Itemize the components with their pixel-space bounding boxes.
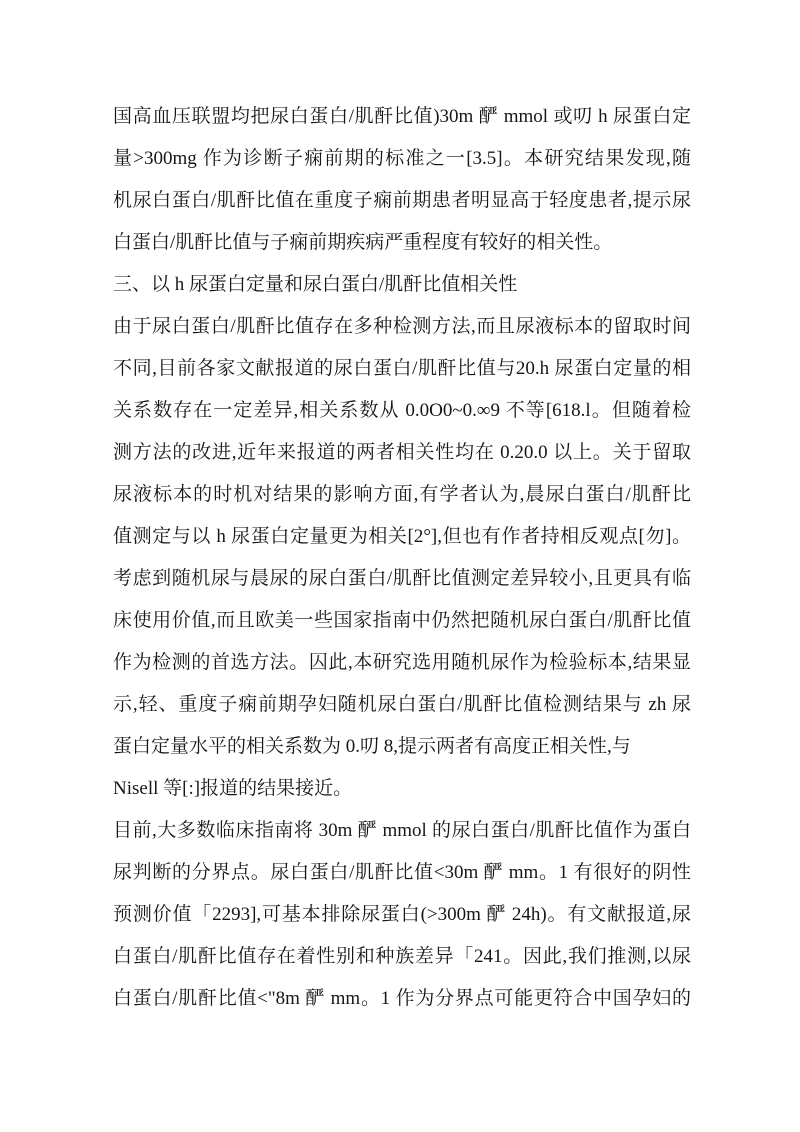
text-line: 床使用价值,而且欧美一些国家指南中仍然把随机尿白蛋白/肌酐比值 bbox=[113, 610, 691, 631]
text-line: 尿液标本的时机对结果的影响方面,有学者认为,晨尿白蛋白/肌酐比 bbox=[113, 484, 691, 505]
text-line: 白蛋白/肌酐比值存在着性别和种族差异「241。因此,我们推测,以尿 bbox=[113, 946, 691, 967]
text-line: 白蛋白/肌酐比值与子痫前期疾病严重程度有较好的相关性。 bbox=[113, 232, 613, 253]
text-line: 作为检测的首选方法。囚此,本研究选用随机尿作为检验标本,结果显 bbox=[113, 652, 691, 673]
text-line: 蛋白定量水平的相关系数为 0.叨 8,提示两者有高度正相关性,与 bbox=[113, 736, 631, 757]
text-line: 值测定与以 h 尿蛋白定量更为相关[2°],但也有作者持相反观点[勿]。 bbox=[113, 526, 691, 547]
text-line: 关系数存在一定差异,相关系数从 0.0O0~0.∞9 不等[618.l。但随着检 bbox=[113, 400, 691, 421]
text-line: 机尿白蛋白/肌酐比值在重度子痫前期患者明显高于轻度患者,提示尿 bbox=[113, 190, 691, 211]
text-column bbox=[113, 96, 691, 1020]
text-line: 不同,目前各家文献报道的尿白蛋白/肌酐比值与20.h 尿蛋白定量的相 bbox=[113, 358, 691, 379]
text-line: 由于尿白蛋白/肌酐比值存在多种检测方法,而且尿液标本的留取时间 bbox=[113, 316, 691, 337]
text-line: Nisell 等[:]报道的结果接近。 bbox=[113, 778, 353, 799]
text-line: 尿判断的分界点。尿白蛋白/肌酐比值<30m 酽 mm。1 有很好的阴性 bbox=[113, 862, 691, 883]
text-line: 目前,大多数临床指南将 30m 酽 mmol 的尿白蛋白/肌酐比值作为蛋白 bbox=[113, 820, 691, 841]
text-line: 预测价值「2293],可基本排除尿蛋白(>300m 酽 24h)。有文献报道,尿 bbox=[113, 904, 691, 925]
text-line: 白蛋白/肌酐比值<"8m 酽 mm。1 作为分界点可能更符合中国孕妇的 bbox=[113, 988, 691, 1009]
text-line: 考虑到随机尿与晨尿的尿白蛋白/肌酐比值测定差异较小,且更具有临 bbox=[113, 568, 691, 589]
text-line: 量>300mg 作为诊断子痫前期的标准之一[3.5]。本研究结果发现,随 bbox=[113, 148, 691, 169]
text-line: 示,轻、重度子痫前期孕妇随机尿白蛋白/肌酐比值检测结果与 zh 尿 bbox=[113, 694, 691, 715]
text-line: 测方法的改进,近年来报道的两者相关性均在 0.20.0 以上。关于留取 bbox=[113, 442, 691, 463]
section-heading: 三、以 h 尿蛋白定量和尿白蛋白/肌酐比值相关性 bbox=[113, 274, 518, 295]
text-line: 国高血压联盟均把尿白蛋白/肌酐比值)30m 酽 mmol 或叨 h 尿蛋白定 bbox=[113, 106, 691, 127]
